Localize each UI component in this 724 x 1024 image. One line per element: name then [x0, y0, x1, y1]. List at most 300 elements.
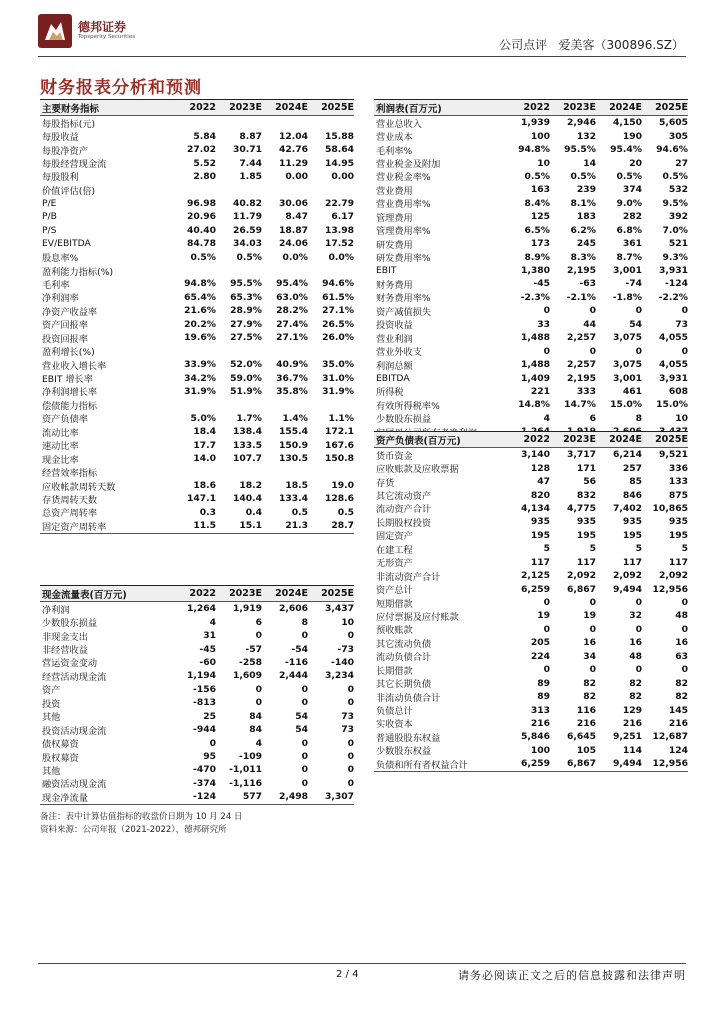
row-label: 资产总计: [376, 585, 413, 597]
row-value: 73: [675, 318, 688, 330]
row-value: 52.0%: [230, 359, 262, 371]
row-value: 11.5: [193, 520, 216, 532]
row-value: 0: [347, 683, 354, 695]
table-title: 资产负债表(百万元): [376, 435, 461, 447]
row-value: 4,055: [658, 359, 688, 371]
row-label: 流动比率: [42, 427, 79, 439]
row-value: -140: [331, 656, 354, 668]
row-value: 216: [668, 717, 688, 729]
row-value: 6.17: [331, 211, 354, 223]
table-row: [374, 542, 688, 555]
row-value: 128.6: [324, 493, 354, 505]
row-label: 研发费用率%: [376, 253, 431, 265]
table-row: [374, 757, 688, 770]
page-title: 财务报表分析和预测: [40, 78, 202, 98]
row-value: 15.1: [239, 520, 262, 532]
row-value: 0: [681, 664, 688, 676]
row-value: 5: [635, 543, 642, 555]
row-value: 89: [537, 677, 550, 689]
table-row: [40, 777, 354, 790]
row-value: 18.4: [193, 426, 216, 438]
row-label: 每股净资产: [42, 145, 88, 157]
row-value: 11.79: [232, 211, 262, 223]
table-row: [374, 237, 688, 250]
row-label: 债权募资: [42, 739, 79, 751]
row-label: 投资回报率: [42, 333, 88, 345]
row-label: 股权募资: [42, 752, 79, 764]
row-label: 管理费用: [376, 212, 413, 224]
row-value: 336: [668, 462, 688, 474]
row-value: 8: [635, 412, 642, 424]
row-value: 190: [622, 130, 642, 142]
row-value: 2,125: [520, 570, 550, 582]
row-value: 0: [347, 777, 354, 789]
row-value: 5.0%: [190, 412, 216, 424]
row-value: 12,956: [652, 758, 688, 770]
column-header: 2024E: [275, 588, 308, 599]
table-row: [40, 750, 354, 763]
row-value: -374: [193, 777, 216, 789]
table-row: [374, 744, 688, 757]
table-row: [374, 730, 688, 743]
row-value: 27.5%: [230, 332, 262, 344]
row-value: 128: [530, 462, 550, 474]
row-value: -258: [239, 656, 262, 668]
row-label: 固定资产: [376, 531, 413, 543]
row-value: 0: [301, 697, 308, 709]
table-row: [40, 291, 354, 304]
row-value: 1,488: [520, 359, 550, 371]
row-value: 2,092: [612, 570, 642, 582]
table-row: [374, 448, 688, 461]
row-value: 20.2%: [184, 318, 216, 330]
row-value: 14: [583, 157, 596, 169]
row-value: 10: [675, 412, 688, 424]
row-label: 每股经营现金流: [42, 159, 107, 171]
row-value: 35.8%: [276, 385, 308, 397]
table-row: [40, 790, 354, 803]
row-value: 4: [255, 737, 262, 749]
row-value: 305: [668, 130, 688, 142]
row-value: 16: [675, 637, 688, 649]
row-value: 1,488: [520, 332, 550, 344]
table-row: [374, 143, 688, 156]
row-label: 净资产收益率: [42, 306, 98, 318]
row-value: 31.9%: [322, 385, 354, 397]
row-value: 0: [301, 737, 308, 749]
row-value: 54: [295, 710, 308, 722]
table-row: [40, 277, 354, 290]
row-value: 54: [629, 318, 642, 330]
row-label: 营业外收支: [376, 347, 422, 359]
row-value: 34: [583, 650, 596, 662]
table-header: [374, 431, 688, 448]
row-value: 221: [530, 385, 550, 397]
row-value: 4,055: [658, 332, 688, 344]
row-value: 94.6%: [322, 278, 354, 290]
table-row: [40, 183, 354, 196]
row-label: 现金净流量: [42, 792, 88, 804]
row-value: 31.0%: [322, 372, 354, 384]
row-value: 245: [576, 238, 596, 250]
row-value: 0.5%: [190, 251, 216, 263]
table-row: [40, 250, 354, 263]
row-value: 832: [576, 489, 596, 501]
row-value: 94.8%: [184, 278, 216, 290]
column-header: 2024E: [275, 102, 308, 113]
row-value: 333: [576, 385, 596, 397]
row-label: 存货周转天数: [42, 494, 98, 506]
row-value: 105: [576, 744, 596, 756]
row-value: 95.5%: [564, 144, 596, 156]
row-value: 8.87: [239, 130, 262, 142]
row-value: 117: [668, 556, 688, 568]
row-value: 82: [629, 677, 642, 689]
row-value: 3,001: [612, 265, 642, 277]
column-header: 2023E: [229, 588, 262, 599]
row-value: 30.06: [278, 197, 308, 209]
table-row: [40, 656, 354, 669]
table-row: [374, 596, 688, 609]
row-label: 资产减值损失: [376, 306, 432, 318]
row-label: 财务费用: [376, 279, 413, 291]
table-row: [40, 412, 354, 425]
row-value: 1,939: [520, 117, 550, 129]
row-value: 0.0%: [282, 251, 308, 263]
row-value: 8.9%: [524, 251, 550, 263]
row-value: 5.52: [193, 157, 216, 169]
row-value: 0: [589, 305, 596, 317]
row-value: 18.87: [278, 224, 308, 236]
table-row: [40, 318, 354, 331]
row-value: 0: [301, 683, 308, 695]
row-value: -116: [285, 656, 308, 668]
row-label: 存货: [376, 477, 395, 489]
row-label: 少数股东权益: [376, 746, 432, 758]
row-value: 282: [622, 211, 642, 223]
row-value: 0: [635, 623, 642, 635]
table-row: [374, 609, 688, 622]
row-label: 短期借款: [376, 598, 413, 610]
row-value: 6: [255, 616, 262, 628]
row-value: 216: [530, 717, 550, 729]
row-value: 0.5%: [570, 170, 596, 182]
row-value: 5: [589, 543, 596, 555]
row-value: 19.0: [331, 480, 354, 492]
row-value: 6.8%: [616, 224, 642, 236]
row-value: 28.7: [331, 520, 354, 532]
table-row: [374, 224, 688, 237]
row-label: 净利润增长率: [42, 387, 98, 399]
row-label: 融资活动现金流: [42, 779, 107, 791]
column-header: 2024E: [609, 434, 642, 445]
table-row: [40, 143, 354, 156]
row-label: 经营活动现金流: [42, 671, 107, 683]
row-value: 28.2%: [276, 305, 308, 317]
row-label: 投资活动现金流: [42, 725, 107, 737]
row-value: 0.5: [337, 506, 354, 518]
table-row: [374, 650, 688, 663]
row-label: 毛利率%: [376, 145, 413, 157]
table-row: [40, 224, 354, 237]
row-value: 25: [203, 710, 216, 722]
table-row: [40, 116, 354, 129]
row-label: 应收帐款周转天数: [42, 481, 116, 493]
row-value: 34.03: [232, 238, 262, 250]
row-value: 935: [622, 516, 642, 528]
row-value: 82: [583, 677, 596, 689]
row-value: 7.0%: [662, 224, 688, 236]
row-label: 普通股股东权益: [376, 732, 441, 744]
row-value: 31.9%: [184, 385, 216, 397]
row-value: 521: [668, 238, 688, 250]
row-value: 14.0: [193, 453, 216, 465]
row-value: 138.4: [232, 426, 262, 438]
table-row: [374, 210, 688, 223]
row-label: 其它长期负债: [376, 679, 432, 691]
row-value: 33.9%: [184, 359, 216, 371]
row-value: 82: [675, 677, 688, 689]
row-value: 94.6%: [656, 144, 688, 156]
row-value: 9.5%: [662, 197, 688, 209]
row-value: 27.4%: [276, 318, 308, 330]
income-statement-table: [374, 99, 688, 440]
row-label: 流动资产合计: [376, 504, 432, 516]
row-label: 资产回报率: [42, 320, 88, 332]
row-value: 0: [301, 751, 308, 763]
table-row: [40, 602, 354, 615]
row-value: -1,011: [229, 764, 262, 776]
row-value: 30.71: [232, 144, 262, 156]
row-value: 8.7%: [616, 251, 642, 263]
row-value: 0: [347, 737, 354, 749]
row-label: 投资收益: [376, 320, 413, 332]
row-value: 33: [537, 318, 550, 330]
row-value: 2,092: [658, 570, 688, 582]
row-value: 21.6%: [184, 305, 216, 317]
table-row: [374, 717, 688, 730]
row-value: 216: [622, 717, 642, 729]
row-label: 经营效率指标: [42, 468, 98, 480]
row-value: 28.9%: [230, 305, 262, 317]
row-value: 0: [255, 697, 262, 709]
row-value: 3,931: [658, 372, 688, 384]
table-row: [40, 642, 354, 655]
row-value: 15.0%: [610, 399, 642, 411]
row-value: 117: [530, 556, 550, 568]
page-number: 2 / 4: [336, 969, 359, 980]
row-value: 0: [635, 345, 642, 357]
row-value: 0: [543, 597, 550, 609]
row-value: 18.5: [285, 480, 308, 492]
row-value: 63: [675, 650, 688, 662]
row-label: 资产负债率: [42, 414, 88, 426]
table-row: [40, 763, 354, 776]
row-value: 9,521: [658, 449, 688, 461]
table-row: [40, 197, 354, 210]
row-value: 0: [347, 630, 354, 642]
row-value: 56: [583, 476, 596, 488]
row-label: P/B: [42, 211, 57, 223]
row-value: 19: [583, 610, 596, 622]
row-value: 26.59: [232, 224, 262, 236]
table-row: [374, 318, 688, 331]
row-value: 1,194: [186, 670, 216, 682]
row-value: -54: [291, 643, 308, 655]
page-header: [38, 14, 686, 58]
row-label: 每股收益: [42, 132, 79, 144]
row-value: 32: [629, 610, 642, 622]
row-value: 392: [668, 211, 688, 223]
row-value: 5,846: [520, 731, 550, 743]
column-header: 2024E: [609, 102, 642, 113]
table-row: [40, 629, 354, 642]
table-title: 主要财务指标: [42, 103, 100, 115]
row-value: 10: [341, 616, 354, 628]
row-value: 44: [583, 318, 596, 330]
row-value: 155.4: [278, 426, 308, 438]
row-label: EBIT: [376, 265, 397, 277]
row-value: 40.40: [186, 224, 216, 236]
row-value: 95.4%: [610, 144, 642, 156]
row-value: 361: [622, 238, 642, 250]
row-value: 313: [530, 704, 550, 716]
row-label: EBIT 增长率: [42, 374, 93, 386]
row-value: 6,259: [520, 583, 550, 595]
row-value: 9.3%: [662, 251, 688, 263]
table-row: [40, 683, 354, 696]
row-value: 195: [668, 529, 688, 541]
row-value: 8.3%: [570, 251, 596, 263]
table-row: [40, 304, 354, 317]
row-label: 营业成本: [376, 132, 413, 144]
row-label: 股息率%: [42, 253, 79, 265]
row-value: 27.02: [186, 144, 216, 156]
row-value: 140.4: [232, 493, 262, 505]
row-label: 非现金支出: [42, 631, 88, 643]
row-value: 0: [301, 777, 308, 789]
row-value: 130.5: [278, 453, 308, 465]
row-value: 0: [681, 345, 688, 357]
column-header: 2025E: [321, 102, 354, 113]
row-value: 12.04: [278, 130, 308, 142]
row-value: 5,605: [658, 117, 688, 129]
row-value: 95: [203, 751, 216, 763]
row-value: 195: [576, 529, 596, 541]
row-value: 2,257: [566, 332, 596, 344]
table-row: [374, 344, 688, 357]
row-value: 3,931: [658, 265, 688, 277]
row-label: 营运资金变动: [42, 658, 98, 670]
row-value: 27: [675, 157, 688, 169]
table-row: [374, 197, 688, 210]
row-value: 82: [629, 691, 642, 703]
table-row: [374, 690, 688, 703]
row-value: 6,214: [612, 449, 642, 461]
row-value: 224: [530, 650, 550, 662]
row-value: 59.0%: [230, 372, 262, 384]
row-label: 非经营收益: [42, 645, 88, 657]
valuation-note: 备注：表中计算估值指标的收盘价日期为 10 月 24 日: [40, 812, 243, 822]
row-value: 0: [681, 305, 688, 317]
row-value: 0: [301, 630, 308, 642]
row-value: 0: [589, 597, 596, 609]
table-header: [40, 585, 354, 602]
table-row: [374, 264, 688, 277]
row-value: 0: [589, 345, 596, 357]
row-value: 257: [622, 462, 642, 474]
row-label: 非流动资产合计: [376, 571, 441, 583]
row-value: 205: [530, 637, 550, 649]
row-value: 0: [635, 664, 642, 676]
column-header: 2022: [189, 102, 216, 113]
row-value: 935: [530, 516, 550, 528]
row-value: 107.7: [232, 453, 262, 465]
table-row: [40, 492, 354, 505]
row-value: 6.2%: [570, 224, 596, 236]
row-value: 2,195: [566, 265, 596, 277]
row-value: 94.8%: [518, 144, 550, 156]
column-header: 2023E: [563, 434, 596, 445]
row-value: 10,865: [652, 502, 688, 514]
table-row: [40, 696, 354, 709]
row-value: 0: [635, 305, 642, 317]
row-value: 4,150: [612, 117, 642, 129]
column-header: 2023E: [229, 102, 262, 113]
footer-divider: [38, 963, 686, 964]
row-value: 0: [543, 623, 550, 635]
table-row: [374, 582, 688, 595]
row-value: 95.4%: [276, 278, 308, 290]
column-header: 2022: [523, 434, 550, 445]
row-label: 营业收入增长率: [42, 360, 107, 372]
row-value: 3,140: [520, 449, 550, 461]
table-row: [40, 385, 354, 398]
row-value: 0.4: [245, 506, 262, 518]
row-value: 18.6: [193, 480, 216, 492]
row-value: 51.9%: [230, 385, 262, 397]
row-value: 6,867: [566, 758, 596, 770]
row-value: 163: [530, 184, 550, 196]
row-value: 374: [622, 184, 642, 196]
table-row: [374, 116, 688, 129]
row-value: 19: [537, 610, 550, 622]
row-value: -1.8%: [612, 291, 642, 303]
row-value: 608: [668, 385, 688, 397]
row-value: 133.5: [232, 439, 262, 451]
row-value: 73: [341, 724, 354, 736]
row-label: 其它流动负债: [376, 638, 432, 650]
row-value: 16: [583, 637, 596, 649]
row-value: 167.6: [324, 439, 354, 451]
row-value: -73: [337, 643, 354, 655]
row-value: 100: [530, 130, 550, 142]
row-label: 其他: [42, 765, 61, 777]
row-value: 8.1%: [570, 197, 596, 209]
row-value: 27.9%: [230, 318, 262, 330]
row-label: 营业税金率%: [376, 172, 431, 184]
row-value: 0.5%: [616, 170, 642, 182]
row-value: -156: [193, 683, 216, 695]
row-label: 营业利润: [376, 333, 413, 345]
row-value: 2,498: [278, 791, 308, 803]
row-value: 63.0%: [276, 291, 308, 303]
row-value: 1,919: [232, 603, 262, 615]
row-value: 0: [543, 664, 550, 676]
table-header: [40, 99, 354, 116]
table-row: [40, 170, 354, 183]
table-row: [374, 156, 688, 169]
